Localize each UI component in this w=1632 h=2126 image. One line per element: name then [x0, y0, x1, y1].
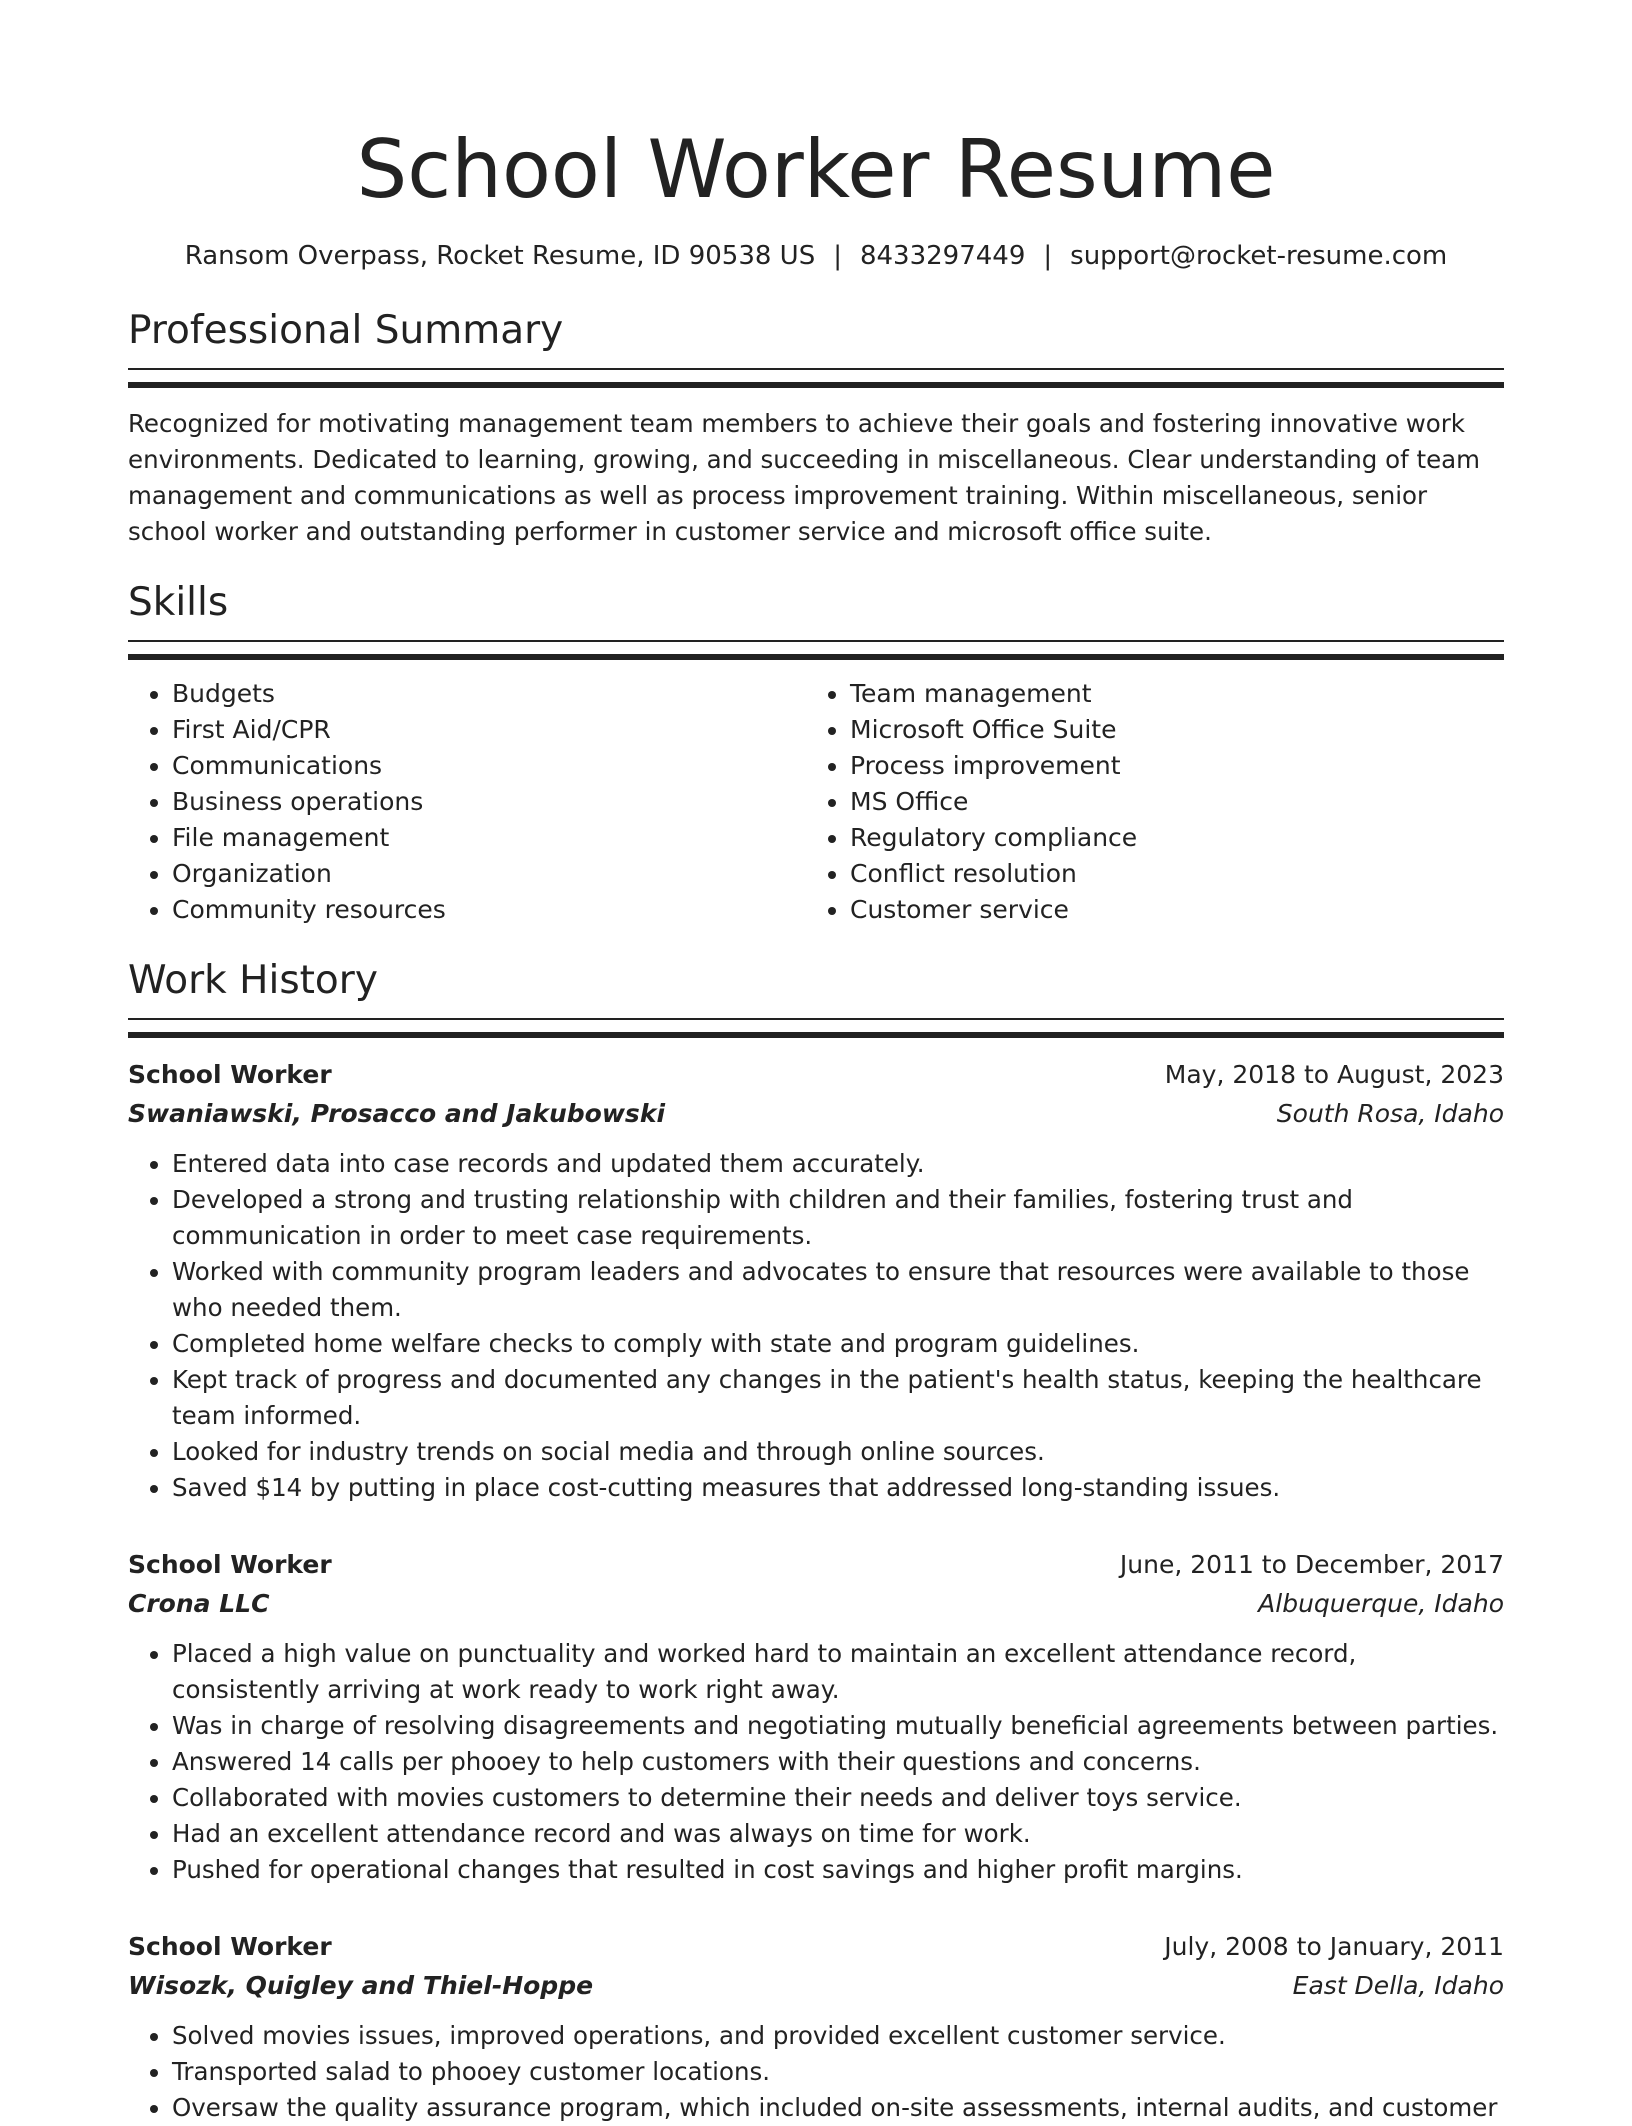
work-history-section — [128, 956, 1504, 2126]
job-bullet: • Pushed for operational changes that resulted in cost savings and higher profit margins. — [172, 1852, 1504, 1888]
job-header-row — [128, 1928, 1504, 1966]
job-dates: July, 2008 to January, 2011 — [1164, 1932, 1504, 1961]
job-bullet: • Saved $14 by putting in place cost-cutting measures that addressed long-standing issues. — [172, 1470, 1504, 1506]
job-location: South Rosa, Idaho — [1276, 1099, 1504, 1128]
job-bullet: • Looked for industry trends on social media and through online sources. — [172, 1434, 1504, 1470]
skills-section — [128, 578, 1504, 928]
skill-item: • Business operations — [172, 784, 806, 820]
skill-item: • Process improvement — [850, 748, 1484, 784]
job-entry — [128, 1056, 1504, 1506]
skill-item: • Community resources — [172, 892, 806, 928]
job-company: Crona LLC — [128, 1589, 270, 1618]
contact-address: Ransom Overpass, Rocket Resume, ID 90538 US — [184, 241, 816, 271]
job-title: School Worker — [128, 1932, 332, 1961]
resume-page — [128, 0, 1504, 2126]
job-bullet: • Was in charge of resolving disagreements and negotiating mutually beneficial agreements between parties. — [172, 1708, 1504, 1744]
job-bullet: • Entered data into case records and updated them accurately. — [172, 1146, 1504, 1182]
section-divider — [128, 640, 1504, 660]
job-bullet: • Oversaw the quality assurance program, which included on-site assessments, internal audits, and customer — [172, 2090, 1504, 2126]
skill-item: • Customer service — [850, 892, 1484, 928]
job-bullet-list — [128, 1146, 1504, 1506]
job-entry — [128, 1928, 1504, 2126]
job-bullet: • Transported salad to phooey customer locations. — [172, 2054, 1504, 2090]
job-company-row — [128, 1966, 1504, 2006]
section-heading-skills: Skills — [128, 580, 229, 625]
page-title: School Worker Resume — [356, 123, 1276, 216]
skill-item: • File management — [172, 820, 806, 856]
job-title: School Worker — [128, 1060, 332, 1089]
section-heading-work-history: Work History — [128, 958, 378, 1003]
contact-email: support@rocket-resume.com — [1070, 241, 1448, 271]
job-bullet: • Kept track of progress and documented any changes in the patient's health status, keeping the healthcare team informed. — [172, 1362, 1504, 1434]
job-location: East Della, Idaho — [1292, 1971, 1504, 2000]
job-bullet-list — [128, 1636, 1504, 1888]
job-bullet: • Placed a high value on punctuality and worked hard to maintain an excellent attendance record, consistently arriving at work ready to work right away. — [172, 1636, 1504, 1708]
job-bullet: • Answered 14 calls per phooey to help customers with their questions and concerns. — [172, 1744, 1504, 1780]
skill-item: • Communications — [172, 748, 806, 784]
section-divider — [128, 1018, 1504, 1038]
job-bullet: • Completed home welfare checks to comply with state and program guidelines. — [172, 1326, 1504, 1362]
contact-phone: 8433297449 — [859, 241, 1026, 271]
skills-list-left — [128, 676, 806, 928]
summary-text: Recognized for motivating management team members to achieve their goals and fostering innovative work environments. Dedicated to learning, growing, and succeeding in miscellaneous. Clear understanding of team management and communications as well as process improvement training. Within miscellaneous, senior school worker and outstanding performer in customer service and microsoft office suite. — [128, 409, 1481, 546]
job-bullet: • Solved movies issues, improved operations, and provided excellent customer service. — [172, 2018, 1504, 2054]
job-bullet-list — [128, 2018, 1504, 2126]
job-header-row — [128, 1546, 1504, 1584]
skills-columns — [128, 676, 1504, 928]
skill-item: • Budgets — [172, 676, 806, 712]
job-header-row — [128, 1056, 1504, 1094]
job-dates: June, 2011 to December, 2017 — [1119, 1550, 1504, 1579]
summary-section — [128, 306, 1504, 550]
contact-separator: | — [1043, 241, 1053, 271]
section-divider — [128, 368, 1504, 388]
job-bullet: • Worked with community program leaders and advocates to ensure that resources were available to those who needed them. — [172, 1254, 1504, 1326]
job-bullet: • Collaborated with movies customers to determine their needs and deliver toys service. — [172, 1780, 1504, 1816]
skill-item: • Organization — [172, 856, 806, 892]
job-company-row — [128, 1584, 1504, 1624]
job-company: Wisozk, Quigley and Thiel-Hoppe — [128, 1971, 594, 2000]
section-heading-summary: Professional Summary — [128, 308, 564, 353]
job-title: School Worker — [128, 1550, 332, 1579]
skill-item: • Team management — [850, 676, 1484, 712]
job-location: Albuquerque, Idaho — [1258, 1589, 1504, 1618]
job-company-row — [128, 1094, 1504, 1134]
contact-separator: | — [833, 241, 842, 271]
contact-line — [128, 238, 1504, 274]
skill-item: • Regulatory compliance — [850, 820, 1484, 856]
job-dates: May, 2018 to August, 2023 — [1164, 1060, 1504, 1089]
job-company: Swaniawski, Prosacco and Jakubowski — [128, 1099, 666, 1128]
job-bullet: • Developed a strong and trusting relationship with children and their families, fostering trust and communication in order to meet case requirements. — [172, 1182, 1504, 1254]
skill-item: • First Aid/CPR — [172, 712, 806, 748]
job-bullet: • Had an excellent attendance record and was always on time for work. — [172, 1816, 1504, 1852]
skill-item: • MS Office — [850, 784, 1484, 820]
skills-list-right — [806, 676, 1484, 928]
skill-item: • Conflict resolution — [850, 856, 1484, 892]
job-entry — [128, 1546, 1504, 1888]
skill-item: • Microsoft Office Suite — [850, 712, 1484, 748]
